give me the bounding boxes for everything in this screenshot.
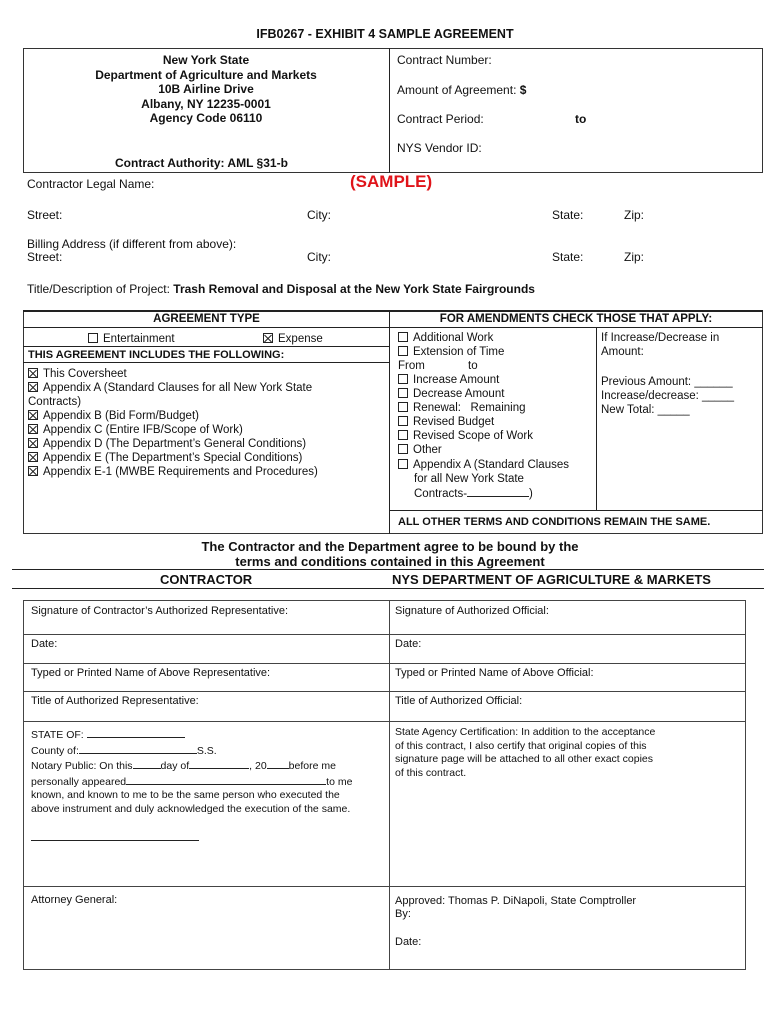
contractor-legal-name-label[interactable]: Contractor Legal Name: xyxy=(27,177,155,191)
new-total[interactable]: New Total: _____ xyxy=(601,404,690,416)
include-item[interactable] xyxy=(28,381,312,395)
agency-certification xyxy=(395,726,655,780)
contractor-signature-label[interactable]: Signature of Contractor’s Authorized Representative: xyxy=(31,605,289,617)
billing-street-label[interactable]: Street: xyxy=(27,250,63,264)
include-label: Appendix D (The Department’s General Conditions) xyxy=(43,438,307,450)
include-item-continued xyxy=(28,395,81,409)
include-item[interactable] xyxy=(28,451,302,465)
billing-city-label[interactable]: City: xyxy=(307,250,331,264)
zip-label[interactable]: Zip: xyxy=(624,208,645,222)
entertainment-checkbox[interactable] xyxy=(88,333,98,343)
notary-state[interactable]: STATE OF: xyxy=(31,727,352,743)
project-title xyxy=(27,282,535,296)
amend-label: to xyxy=(468,360,478,372)
include-checkbox[interactable] xyxy=(28,368,38,378)
comptroller-approved: Approved: Thomas P. DiNapoli, State Comptroller xyxy=(395,895,637,907)
amend-checkbox[interactable] xyxy=(398,416,408,426)
comptroller-date[interactable]: Date: xyxy=(395,936,422,948)
street-label[interactable]: Street: xyxy=(27,208,63,222)
amend-to[interactable] xyxy=(468,359,478,373)
include-label: Appendix A (Standard Clauses for all New York State xyxy=(43,382,313,394)
incdec-line2: Amount: xyxy=(601,346,644,358)
notary-county[interactable]: County of: S.S. xyxy=(31,744,217,757)
include-checkbox[interactable] xyxy=(28,438,38,448)
agency-address2: Albany, NY 12235-0001 xyxy=(141,96,271,111)
official-signature-label[interactable]: Signature of Authorized Official: xyxy=(395,605,549,617)
include-label: Appendix C (Entire IFB/Scope of Work) xyxy=(43,424,243,436)
agency-code: Agency Code 06110 xyxy=(149,111,263,125)
sample-stamp: (SAMPLE) xyxy=(350,172,433,191)
amend-item[interactable] xyxy=(398,387,504,401)
notary-signature-line[interactable] xyxy=(31,840,199,841)
amend-label: Extension of Time xyxy=(413,346,505,358)
notary-ack: above instrument and duly acknowledged the execution of the same. xyxy=(31,802,351,815)
amend-label: for all New York State xyxy=(414,473,524,485)
cert-line: signature page will be attached to all other exact copies xyxy=(395,753,653,765)
amend-item[interactable] xyxy=(398,415,494,429)
amend-label: Other xyxy=(413,444,442,456)
official-date-label[interactable]: Date: xyxy=(395,638,422,650)
project-label: Title/Description of Project: xyxy=(27,282,170,296)
agree-line1: The Contractor and the Department agree to be bound by the xyxy=(201,539,579,554)
cert-line: of this contract. xyxy=(395,766,467,779)
amend-item[interactable] xyxy=(398,429,533,443)
contractor-date-label[interactable]: Date: xyxy=(31,638,58,650)
amend-item-continued xyxy=(414,472,524,486)
amend-item[interactable] xyxy=(398,345,504,359)
city-label[interactable]: City: xyxy=(307,208,331,222)
amend-from[interactable] xyxy=(398,359,425,373)
notary-known: known, and known to me to be the same person who executed the xyxy=(31,789,340,801)
include-item[interactable] xyxy=(28,437,306,451)
amend-item-continued[interactable] xyxy=(414,486,533,501)
include-item[interactable] xyxy=(28,409,199,423)
amend-checkbox[interactable] xyxy=(398,444,408,454)
amount-label[interactable] xyxy=(397,83,526,97)
amend-label: Contracts- xyxy=(414,488,468,500)
include-checkbox[interactable] xyxy=(28,410,38,420)
contractor-typed-name-label[interactable]: Typed or Printed Name of Above Representative: xyxy=(31,667,271,679)
amend-checkbox[interactable] xyxy=(398,459,408,469)
notary-date[interactable]: Notary Public: On this day of , 20 before me xyxy=(31,760,336,772)
agree-line2: terms and conditions contained in this Agreement xyxy=(235,554,545,569)
vendor-id-label[interactable]: NYS Vendor ID: xyxy=(397,141,482,155)
include-label: Appendix E (The Department’s Special Conditions) xyxy=(43,452,303,464)
contractor-title-label[interactable]: Title of Authorized Representative: xyxy=(31,695,199,707)
cert-line: State Agency Certification: In addition to the acceptance xyxy=(395,726,656,738)
period-label[interactable]: Contract Period: xyxy=(397,112,484,126)
billing-state-label[interactable]: State: xyxy=(552,250,584,264)
incdec-line1: If Increase/Decrease in xyxy=(601,332,720,344)
expense-option[interactable] xyxy=(263,332,323,346)
includes-header: THIS AGREEMENT INCLUDES THE FOLLOWING: xyxy=(28,349,285,361)
agency-dept: Department of Agriculture and Markets xyxy=(95,67,317,82)
agreement-type-header: AGREEMENT TYPE xyxy=(153,313,260,325)
amend-checkbox[interactable] xyxy=(398,332,408,342)
amend-item[interactable] xyxy=(398,401,526,415)
amend-label: Renewal: Remaining xyxy=(413,402,526,414)
amend-label: Appendix A (Standard Clauses xyxy=(413,459,569,471)
notary-appeared[interactable]: personally appeared to me xyxy=(31,775,353,788)
include-label: Contracts) xyxy=(28,396,82,408)
include-checkbox[interactable] xyxy=(28,452,38,462)
official-typed-name-label[interactable]: Typed or Printed Name of Above Official: xyxy=(395,667,594,679)
previous-amount[interactable]: Previous Amount: ______ xyxy=(601,376,733,388)
agree-statement xyxy=(0,539,770,569)
include-item[interactable] xyxy=(28,465,318,479)
state-label[interactable]: State: xyxy=(552,208,584,222)
amend-checkbox[interactable] xyxy=(398,388,408,398)
notary-block xyxy=(31,727,352,816)
amend-label: ) xyxy=(529,488,533,500)
agency-name: New York State xyxy=(162,53,250,67)
amend-label: Decrease Amount xyxy=(413,388,505,400)
amend-checkbox[interactable] xyxy=(398,430,408,440)
amend-checkbox[interactable] xyxy=(398,374,408,384)
amend-checkbox[interactable] xyxy=(398,346,408,356)
amend-footer: ALL OTHER TERMS AND CONDITIONS REMAIN THE SAME. xyxy=(398,516,711,528)
include-label: This Coversheet xyxy=(43,368,127,380)
expense-checkbox[interactable] xyxy=(263,333,273,343)
agency-block xyxy=(23,53,389,126)
amount-label-text: Amount of Agreement: xyxy=(397,83,517,97)
amendments-header: FOR AMENDMENTS CHECK THOSE THAT APPLY: xyxy=(439,313,713,325)
include-label: Appendix E-1 (MWBE Requirements and Procedures) xyxy=(43,466,318,478)
amend-label: Increase Amount xyxy=(413,374,500,386)
amend-label: Revised Scope of Work xyxy=(413,430,533,442)
period-to: to xyxy=(575,112,587,126)
amend-label: Additional Work xyxy=(413,332,494,344)
amount-symbol: $ xyxy=(519,83,527,97)
amend-item[interactable] xyxy=(398,373,499,387)
attorney-general-label[interactable]: Attorney General: xyxy=(31,894,118,906)
include-item[interactable] xyxy=(28,423,243,437)
amend-item[interactable] xyxy=(398,443,442,457)
agency-address1: 10B Airline Drive xyxy=(158,82,254,96)
amend-right-panel xyxy=(601,331,734,417)
include-checkbox[interactable] xyxy=(28,466,38,476)
billing-label: Billing Address (if different from above): xyxy=(27,237,237,251)
include-label: Appendix B (Bid Form/Budget) xyxy=(43,410,199,422)
amend-label: From xyxy=(398,360,425,372)
contractor-heading: CONTRACTOR xyxy=(160,572,253,587)
cert-line: of this contract, I also certify that original copies of this xyxy=(395,739,647,752)
contract-number-label[interactable]: Contract Number: xyxy=(397,53,492,67)
amend-checkbox[interactable] xyxy=(398,402,408,412)
entertainment-label: Entertainment xyxy=(103,333,175,345)
comptroller-by[interactable]: By: xyxy=(395,908,411,920)
increase-decrease[interactable]: Increase/decrease: _____ xyxy=(601,390,734,402)
contract-authority: Contract Authority: AML §31-b xyxy=(115,156,288,170)
amend-label: Revised Budget xyxy=(413,416,495,428)
expense-label: Expense xyxy=(278,333,323,345)
include-checkbox[interactable] xyxy=(28,424,38,434)
project-value: Trash Removal and Disposal at the New York State Fairgrounds xyxy=(173,282,535,296)
official-title-label[interactable]: Title of Authorized Official: xyxy=(395,695,523,707)
contracts-blank[interactable] xyxy=(467,486,529,497)
amend-item[interactable] xyxy=(398,458,569,472)
billing-zip-label[interactable]: Zip: xyxy=(624,250,645,264)
include-item[interactable] xyxy=(28,367,127,381)
amend-item[interactable] xyxy=(398,331,493,345)
page-title: IFB0267 - EXHIBIT 4 SAMPLE AGREEMENT xyxy=(256,27,514,41)
entertainment-option[interactable] xyxy=(88,332,175,346)
include-checkbox[interactable] xyxy=(28,382,38,392)
department-heading: NYS DEPARTMENT OF AGRICULTURE & MARKETS xyxy=(392,572,711,587)
